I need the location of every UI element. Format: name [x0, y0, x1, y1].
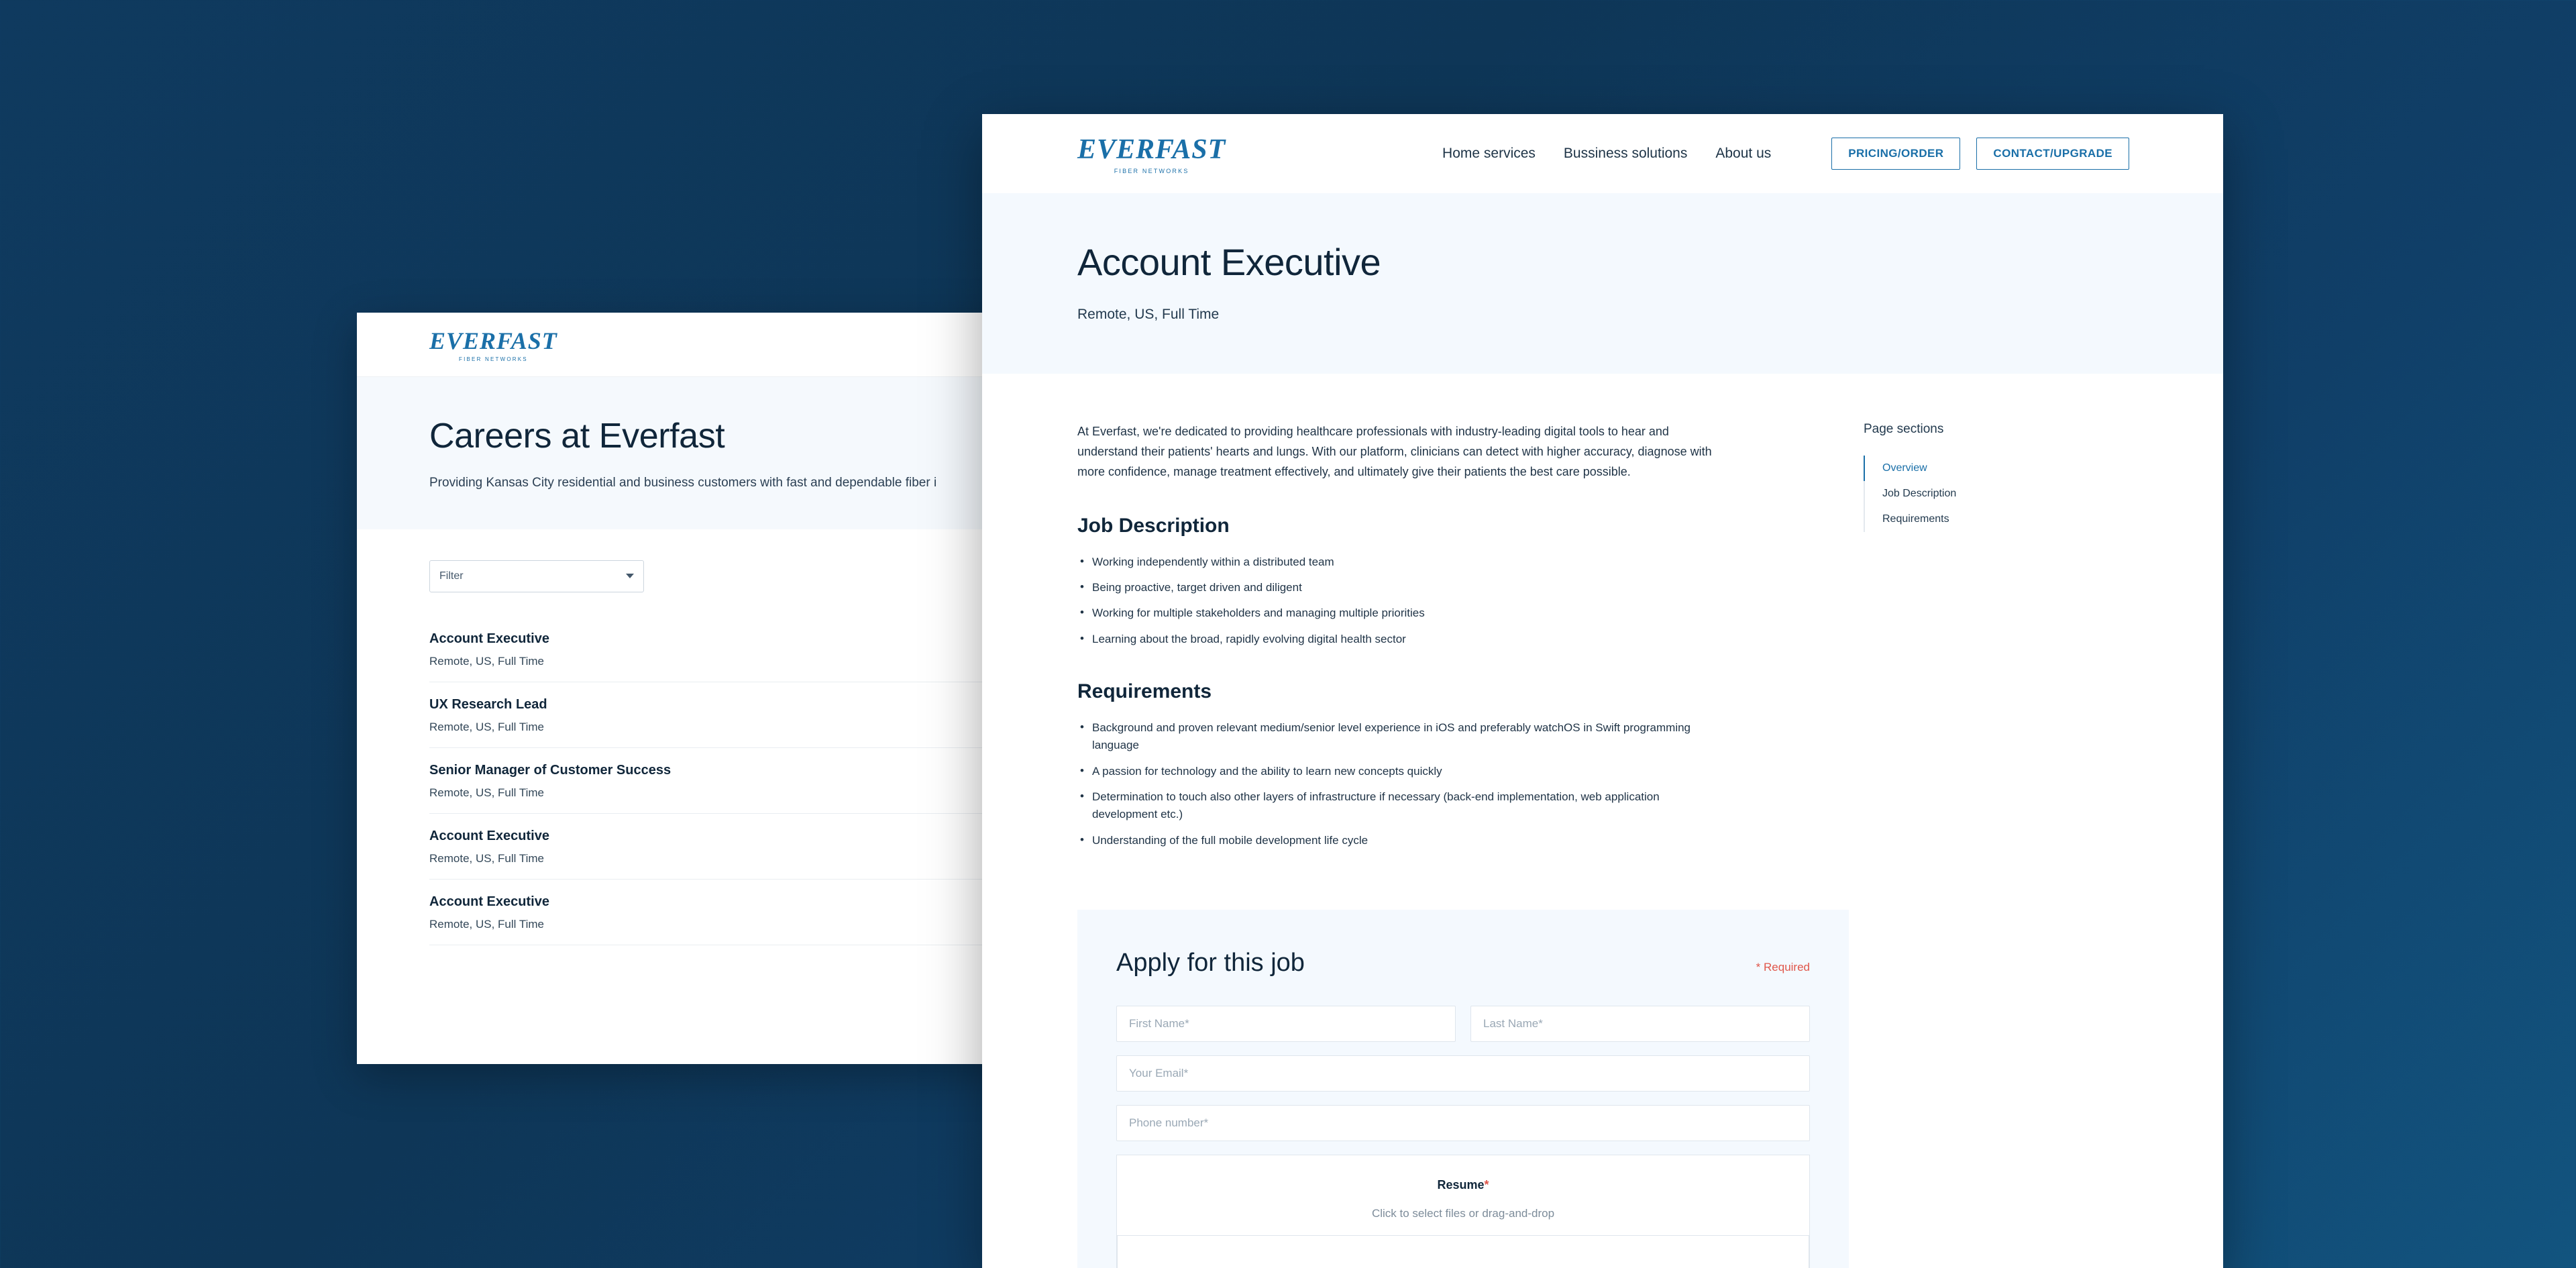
job-title: UX Research Lead: [429, 696, 547, 712]
resume-required-star: *: [1484, 1178, 1489, 1192]
contact-upgrade-button[interactable]: CONTACT/UPGRADE: [1976, 138, 2129, 170]
resume-label: [1117, 1178, 1809, 1192]
logo-tagline: FIBER NETWORKS: [1114, 167, 1189, 174]
email-row: [1116, 1055, 1810, 1092]
page-sections-sidebar: [1814, 422, 2163, 857]
job-meta: Remote, US, Full Time: [429, 654, 544, 668]
email-field[interactable]: [1116, 1055, 1810, 1092]
detail-navbar: [982, 114, 2223, 193]
job-meta: Remote, US, Full Time: [429, 720, 544, 733]
list-item: • A passion for technology and the ability to learn new concepts quickly: [1077, 763, 1719, 780]
logo-wordmark: EVERFAST: [1077, 134, 1226, 165]
job-description-heading: Job Description: [1077, 514, 1230, 537]
list-item: • Determination to touch also other layers of infrastructure if necessary (back-end implementation, web application development etc.): [1077, 788, 1719, 824]
pricing-order-button[interactable]: PRICING/ORDER: [1831, 138, 1960, 170]
toc-item-requirements[interactable]: Requirements: [1882, 513, 1949, 525]
apply-form-title: Apply for this job: [1116, 949, 1305, 978]
resume-hint: Click to select files or drag-and-drop: [1371, 1207, 1555, 1220]
job-filter-select[interactable]: [429, 560, 644, 592]
last-name-field[interactable]: [1470, 1006, 1810, 1042]
job-detail-main: [982, 374, 2223, 857]
toc-item-job-description[interactable]: Job Description: [1882, 488, 1957, 499]
requirements-list: [1077, 719, 1719, 849]
resume-extra-field[interactable]: [1117, 1235, 1809, 1268]
apply-form-header: [1116, 949, 1810, 978]
first-name-field[interactable]: [1116, 1006, 1456, 1042]
job-filter-label: Filter: [439, 570, 464, 582]
nav-link-business-solutions[interactable]: Bussiness solutions: [1563, 146, 1688, 161]
overview-paragraph: At Everfast, we're dedicated to providing healthcare professionals with industry-leading digital tools to hear and understand their patients' hearts and lungs. With our platform, clinicians can detect with higher accuracy, diagnose with more confidence, manage treatment effectively, and ultimately give their patients the best care possible.: [1077, 425, 1712, 478]
careers-page-subtitle: Providing Kansas City residential and business customers with fast and dependable fiber i: [429, 476, 937, 490]
page-sections-toc: [1864, 456, 2163, 532]
list-item: • Background and proven relevant medium/senior level experience in iOS and preferably watchOS in Swift programming language: [1077, 719, 1719, 755]
nav-link-home-services[interactable]: Home services: [1442, 146, 1536, 161]
logo-tagline: FIBER NETWORKS: [458, 356, 528, 362]
job-title: Account Executive: [429, 894, 549, 909]
job-title: Senior Manager of Customer Success: [429, 762, 672, 778]
job-meta: Remote, US, Full Time: [429, 851, 544, 865]
job-description-list: [1077, 553, 1719, 648]
list-item: • Understanding of the full mobile development life cycle: [1077, 832, 1719, 849]
phone-field[interactable]: [1116, 1105, 1810, 1141]
required-note: * Required: [1756, 961, 1810, 974]
page-title: Account Executive: [1077, 241, 1381, 283]
job-meta: Remote, US, Full Time: [1077, 307, 1220, 322]
list-item: • Working for multiple stakeholders and managing multiple priorities: [1077, 604, 1719, 622]
job-title: Account Executive: [429, 828, 549, 843]
page-sections-title: Page sections: [1864, 422, 1944, 436]
chevron-down-icon: [626, 574, 634, 578]
requirements-heading: Requirements: [1077, 680, 1212, 702]
job-detail-content: [982, 422, 1814, 857]
job-meta: Remote, US, Full Time: [429, 786, 544, 799]
everfast-logo[interactable]: [429, 327, 557, 362]
apply-form-card: [1077, 910, 1849, 1268]
job-detail-window: [982, 114, 2223, 1268]
phone-row: [1116, 1105, 1810, 1141]
resume-label-text: Resume: [1437, 1178, 1485, 1192]
list-item: • Working independently within a distributed team: [1077, 553, 1719, 571]
job-hero: [982, 193, 2223, 374]
job-title: Account Executive: [429, 631, 549, 646]
nav-link-about-us[interactable]: About us: [1715, 146, 1772, 161]
list-item: • Being proactive, target driven and diligent: [1077, 579, 1719, 596]
job-meta: Remote, US, Full Time: [429, 917, 544, 931]
name-row: [1116, 1006, 1810, 1042]
apply-form-fields: [1116, 1006, 1810, 1268]
careers-page-title: Careers at Everfast: [429, 417, 725, 456]
toc-item-overview[interactable]: Overview: [1865, 456, 2163, 481]
resume-dropzone[interactable]: [1116, 1155, 1810, 1268]
everfast-logo[interactable]: [1077, 134, 1226, 174]
nav-buttons: [1831, 138, 2129, 170]
detail-nav-links: [1442, 138, 2129, 170]
logo-wordmark: EVERFAST: [429, 327, 557, 354]
list-item: • Learning about the broad, rapidly evolving digital health sector: [1077, 631, 1719, 648]
